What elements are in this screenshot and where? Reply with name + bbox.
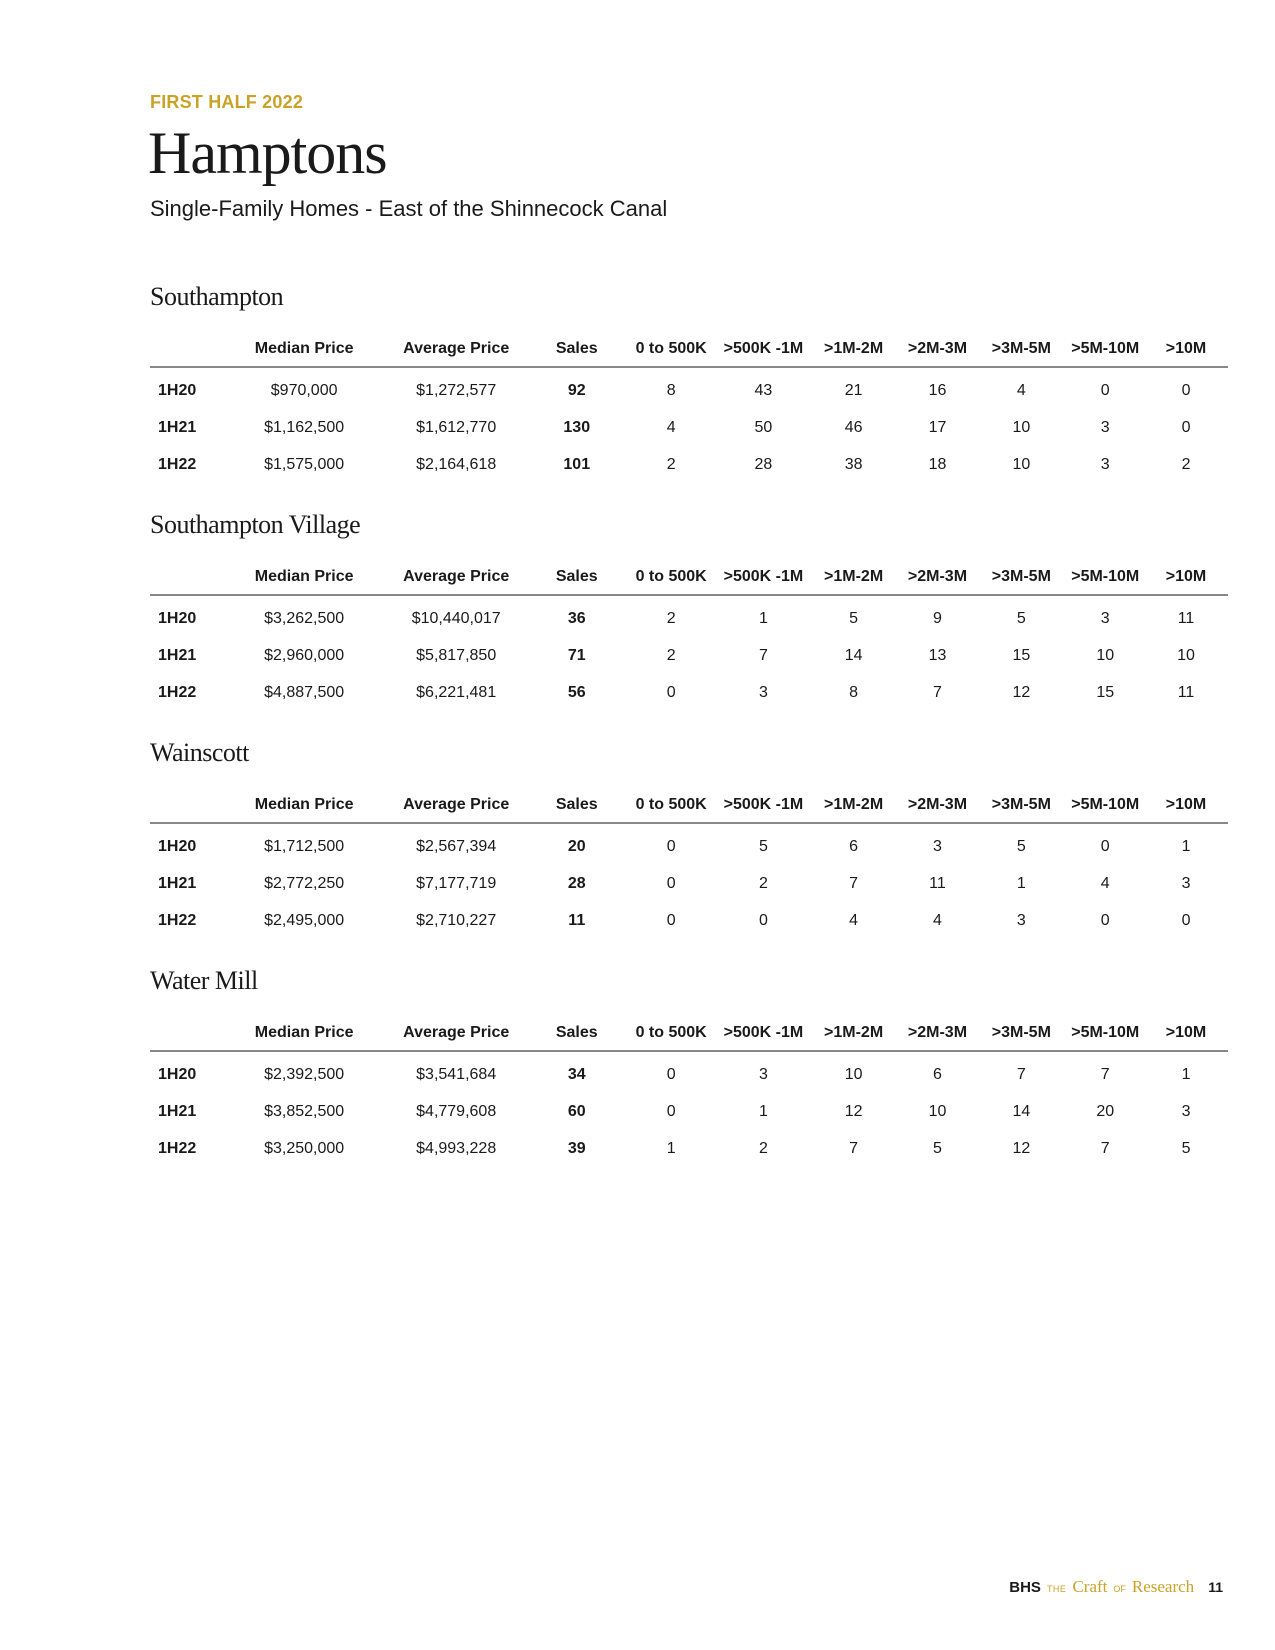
column-header: Median Price — [254, 1024, 354, 1041]
row-label: 1H20 — [158, 381, 197, 399]
table-cell: 38 — [844, 455, 863, 473]
table-cell: 6 — [849, 837, 859, 855]
column-header: 0 to 500K — [635, 340, 707, 357]
table-cell: 5 — [1016, 837, 1026, 855]
column-header: >3M-5M — [991, 568, 1051, 585]
table-row — [150, 1051, 1228, 1093]
column-header: >1M-2M — [824, 568, 884, 585]
table-cell: 3 — [1100, 455, 1110, 473]
table-row — [150, 823, 1228, 865]
table-cell: 10 — [1012, 455, 1031, 473]
table-cell: $2,772,250 — [264, 874, 345, 892]
column-header: Median Price — [254, 796, 354, 813]
table-header-row — [150, 560, 1228, 595]
column-header: >1M-2M — [824, 1024, 884, 1041]
table-cell: 5 — [849, 609, 859, 627]
table-cell: 16 — [928, 381, 947, 399]
table-cell: 8 — [666, 381, 676, 399]
row-label: 1H21 — [158, 1102, 197, 1120]
table-cell: 18 — [928, 455, 947, 473]
column-header: Sales — [555, 568, 598, 585]
column-header: >1M-2M — [824, 340, 884, 357]
column-header: >2M-3M — [907, 340, 968, 357]
table-cell: $2,495,000 — [264, 911, 345, 929]
section-title: Water Mill — [150, 966, 258, 995]
table-cell: $1,272,577 — [416, 381, 497, 399]
table-cell: $7,177,719 — [416, 874, 497, 892]
column-header: Median Price — [254, 340, 354, 357]
table-cell: 13 — [928, 646, 947, 664]
table-cell: 6 — [933, 1065, 942, 1083]
price-table — [150, 788, 1228, 939]
table-cell: 0 — [666, 1102, 676, 1120]
table-cell: 12 — [1012, 1139, 1031, 1157]
table-cell: 101 — [563, 455, 591, 473]
table-cell: 0 — [1100, 837, 1110, 855]
table-row — [150, 367, 1228, 409]
column-header — [150, 1016, 226, 1051]
table-cell: 1 — [1016, 874, 1026, 892]
table-row — [150, 1093, 1228, 1130]
column-header: >5M-10M — [1071, 340, 1140, 357]
table-cell: 3 — [933, 837, 942, 855]
row-label: 1H21 — [158, 418, 197, 436]
table-row — [150, 865, 1228, 902]
table-cell: 14 — [844, 646, 863, 664]
table-cell: 92 — [567, 381, 586, 399]
table-cell: $2,164,618 — [416, 455, 497, 473]
table-cell: 1 — [666, 1139, 676, 1157]
table-cell: 60 — [567, 1102, 586, 1120]
column-header: Average Price — [403, 340, 510, 357]
table-cell: 15 — [1096, 683, 1115, 701]
table-cell: 11 — [568, 911, 586, 929]
section-title: Southampton — [150, 282, 284, 311]
column-header: >1M-2M — [824, 796, 884, 813]
row-label: 1H21 — [158, 646, 197, 664]
table-cell: 5 — [1016, 609, 1026, 627]
table-cell: 2 — [666, 646, 676, 664]
table-cell: 14 — [1012, 1102, 1031, 1120]
table-cell: 7 — [1016, 1065, 1026, 1083]
table-row — [150, 595, 1228, 637]
table-cell: 28 — [754, 455, 773, 473]
price-table — [150, 1016, 1228, 1167]
column-header: >2M-3M — [907, 1024, 968, 1041]
table-cell: 3 — [1181, 1102, 1191, 1120]
table-cell: 11 — [1177, 609, 1195, 627]
page-title: Hamptons — [148, 120, 387, 186]
column-header: >5M-10M — [1071, 568, 1140, 585]
column-header: >10M — [1165, 796, 1207, 813]
table-cell: 5 — [758, 837, 768, 855]
table-cell: $2,710,227 — [416, 911, 497, 929]
table-cell: 46 — [844, 418, 863, 436]
table-cell: 7 — [849, 874, 859, 892]
section-southampton-village — [150, 510, 1228, 711]
table-cell: $1,712,500 — [264, 837, 345, 855]
section-title: Wainscott — [150, 738, 249, 767]
table-cell: 0 — [1100, 381, 1110, 399]
table-cell: 2 — [1181, 455, 1191, 473]
table-cell: 2 — [758, 1139, 768, 1157]
table-cell: 34 — [567, 1065, 586, 1083]
table-cell: 20 — [1096, 1102, 1115, 1120]
footer-the: THE — [1046, 1584, 1067, 1594]
table-cell: 12 — [1012, 683, 1031, 701]
column-header — [150, 332, 226, 367]
table-cell: 5 — [933, 1139, 942, 1157]
table-cell: $4,887,500 — [264, 683, 345, 701]
table-cell: 43 — [754, 381, 773, 399]
table-cell: $3,541,684 — [416, 1065, 497, 1083]
table-cell: 9 — [933, 609, 942, 627]
table-cell: $1,162,500 — [264, 418, 345, 436]
table-cell: 3 — [758, 1065, 768, 1083]
row-label: 1H22 — [158, 1139, 197, 1157]
table-cell: 11 — [1177, 683, 1195, 701]
column-header: Sales — [555, 1024, 598, 1041]
table-cell: 7 — [849, 1139, 859, 1157]
table-row — [150, 409, 1228, 446]
price-table — [150, 332, 1228, 483]
table-cell: 7 — [1100, 1065, 1110, 1083]
table-cell: 11 — [929, 874, 946, 892]
table-cell: 7 — [933, 683, 942, 701]
table-cell: 0 — [1100, 911, 1110, 929]
column-header: Average Price — [403, 796, 510, 813]
column-header: >500K -1M — [723, 796, 804, 813]
table-cell: 0 — [758, 911, 768, 929]
column-header: >2M-3M — [907, 568, 968, 585]
table-cell: $2,960,000 — [264, 646, 345, 664]
table-cell: 56 — [567, 683, 586, 701]
column-header: >500K -1M — [723, 1024, 804, 1041]
row-label: 1H20 — [158, 609, 197, 627]
table-cell: 10 — [928, 1102, 947, 1120]
footer-brand: BHS — [1009, 1579, 1041, 1596]
table-cell: 3 — [1016, 911, 1026, 929]
column-header: >2M-3M — [907, 796, 968, 813]
row-label: 1H22 — [158, 455, 197, 473]
table-header-row — [150, 332, 1228, 367]
table-cell: $4,779,608 — [416, 1102, 497, 1120]
column-header: >3M-5M — [991, 340, 1051, 357]
table-cell: 1 — [1181, 1065, 1191, 1083]
column-header: Average Price — [403, 1024, 510, 1041]
column-header: 0 to 500K — [635, 568, 707, 585]
table-header-row — [150, 788, 1228, 823]
table-cell: 0 — [666, 874, 676, 892]
table-cell: $2,392,500 — [264, 1065, 345, 1083]
table-cell: 1 — [758, 1102, 768, 1120]
table-cell: 0 — [666, 683, 676, 701]
row-label: 1H20 — [158, 1065, 197, 1083]
table-cell: $3,852,500 — [264, 1102, 345, 1120]
row-label: 1H22 — [158, 911, 197, 929]
column-header: >5M-10M — [1071, 1024, 1140, 1041]
table-cell: 21 — [844, 381, 863, 399]
column-header: >500K -1M — [723, 568, 804, 585]
table-row — [150, 674, 1228, 711]
table-cell: 4 — [849, 911, 859, 929]
table-cell: $970,000 — [270, 381, 338, 399]
column-header: 0 to 500K — [635, 1024, 707, 1041]
column-header: >10M — [1165, 568, 1207, 585]
table-cell: 1 — [1181, 837, 1191, 855]
table-cell: $6,221,481 — [416, 683, 497, 701]
table-row — [150, 446, 1228, 483]
column-header: 0 to 500K — [635, 796, 707, 813]
table-cell: 3 — [758, 683, 768, 701]
table-cell: 10 — [1177, 646, 1195, 664]
row-label: 1H22 — [158, 683, 197, 701]
column-header: >10M — [1165, 1024, 1207, 1041]
table-cell: 130 — [563, 418, 591, 436]
table-cell: $2,567,394 — [416, 837, 497, 855]
column-header: >3M-5M — [991, 1024, 1051, 1041]
table-cell: 1 — [758, 609, 768, 627]
column-header: >10M — [1165, 340, 1207, 357]
table-cell: 2 — [758, 874, 768, 892]
table-cell: 12 — [844, 1102, 863, 1120]
column-header: Sales — [555, 340, 598, 357]
table-cell: 8 — [849, 683, 859, 701]
table-cell: 2 — [666, 609, 676, 627]
column-header: Median Price — [254, 568, 354, 585]
footer-of: OF — [1113, 1584, 1126, 1594]
page-eyebrow: FIRST HALF 2022 — [150, 92, 304, 112]
table-cell: 7 — [758, 646, 768, 664]
table-row — [150, 1130, 1228, 1167]
column-header: Sales — [555, 796, 598, 813]
table-cell: 2 — [666, 455, 676, 473]
price-table — [150, 560, 1228, 711]
footer-research: Research — [1131, 1577, 1195, 1596]
table-cell: 4 — [1100, 874, 1110, 892]
table-cell: $1,575,000 — [264, 455, 345, 473]
table-cell: 20 — [567, 837, 586, 855]
table-row — [150, 637, 1228, 674]
table-cell: $3,262,500 — [264, 609, 345, 627]
table-cell: $3,250,000 — [264, 1139, 345, 1157]
table-cell: 36 — [567, 609, 586, 627]
table-cell: 0 — [1181, 418, 1191, 436]
table-cell: $1,612,770 — [416, 418, 497, 436]
table-cell: 10 — [1096, 646, 1115, 664]
table-cell: 0 — [1181, 911, 1191, 929]
table-cell: 10 — [844, 1065, 863, 1083]
table-cell: 0 — [666, 1065, 676, 1083]
table-cell: 10 — [1012, 418, 1031, 436]
footer-craft: Craft — [1072, 1577, 1108, 1596]
table-cell: 3 — [1100, 609, 1110, 627]
section-southampton — [150, 282, 1228, 483]
table-cell: 3 — [1181, 874, 1191, 892]
table-cell: 4 — [933, 911, 942, 929]
table-cell: 17 — [928, 418, 947, 436]
page-subtitle: Single-Family Homes - East of the Shinnecock Canal — [150, 196, 668, 221]
column-header: >3M-5M — [991, 796, 1051, 813]
table-header-row — [150, 1016, 1228, 1051]
table-cell: 39 — [567, 1139, 586, 1157]
column-header: >5M-10M — [1071, 796, 1140, 813]
table-cell: $10,440,017 — [411, 609, 501, 627]
table-cell: 28 — [567, 874, 586, 892]
column-header: Average Price — [403, 568, 510, 585]
column-header — [150, 788, 226, 823]
table-cell: 50 — [754, 418, 773, 436]
section-water-mill — [150, 966, 1228, 1167]
table-cell: 4 — [666, 418, 676, 436]
row-label: 1H21 — [158, 874, 197, 892]
table-cell: 0 — [666, 837, 676, 855]
table-cell: 3 — [1100, 418, 1110, 436]
page-number: 11 — [1208, 1579, 1223, 1595]
table-cell: 71 — [567, 646, 586, 664]
table-cell: $4,993,228 — [416, 1139, 497, 1157]
table-cell: 7 — [1100, 1139, 1110, 1157]
table-cell: 5 — [1181, 1139, 1191, 1157]
row-label: 1H20 — [158, 837, 197, 855]
column-header — [150, 560, 226, 595]
table-cell: 4 — [1016, 381, 1026, 399]
table-cell: $5,817,850 — [416, 646, 497, 664]
table-cell: 0 — [1181, 381, 1191, 399]
column-header: >500K -1M — [723, 340, 804, 357]
footer — [1009, 1577, 1223, 1597]
table-cell: 0 — [666, 911, 676, 929]
section-title: Southampton Village — [150, 510, 361, 539]
table-cell: 15 — [1012, 646, 1031, 664]
table-row — [150, 902, 1228, 939]
section-wainscott — [150, 738, 1228, 939]
